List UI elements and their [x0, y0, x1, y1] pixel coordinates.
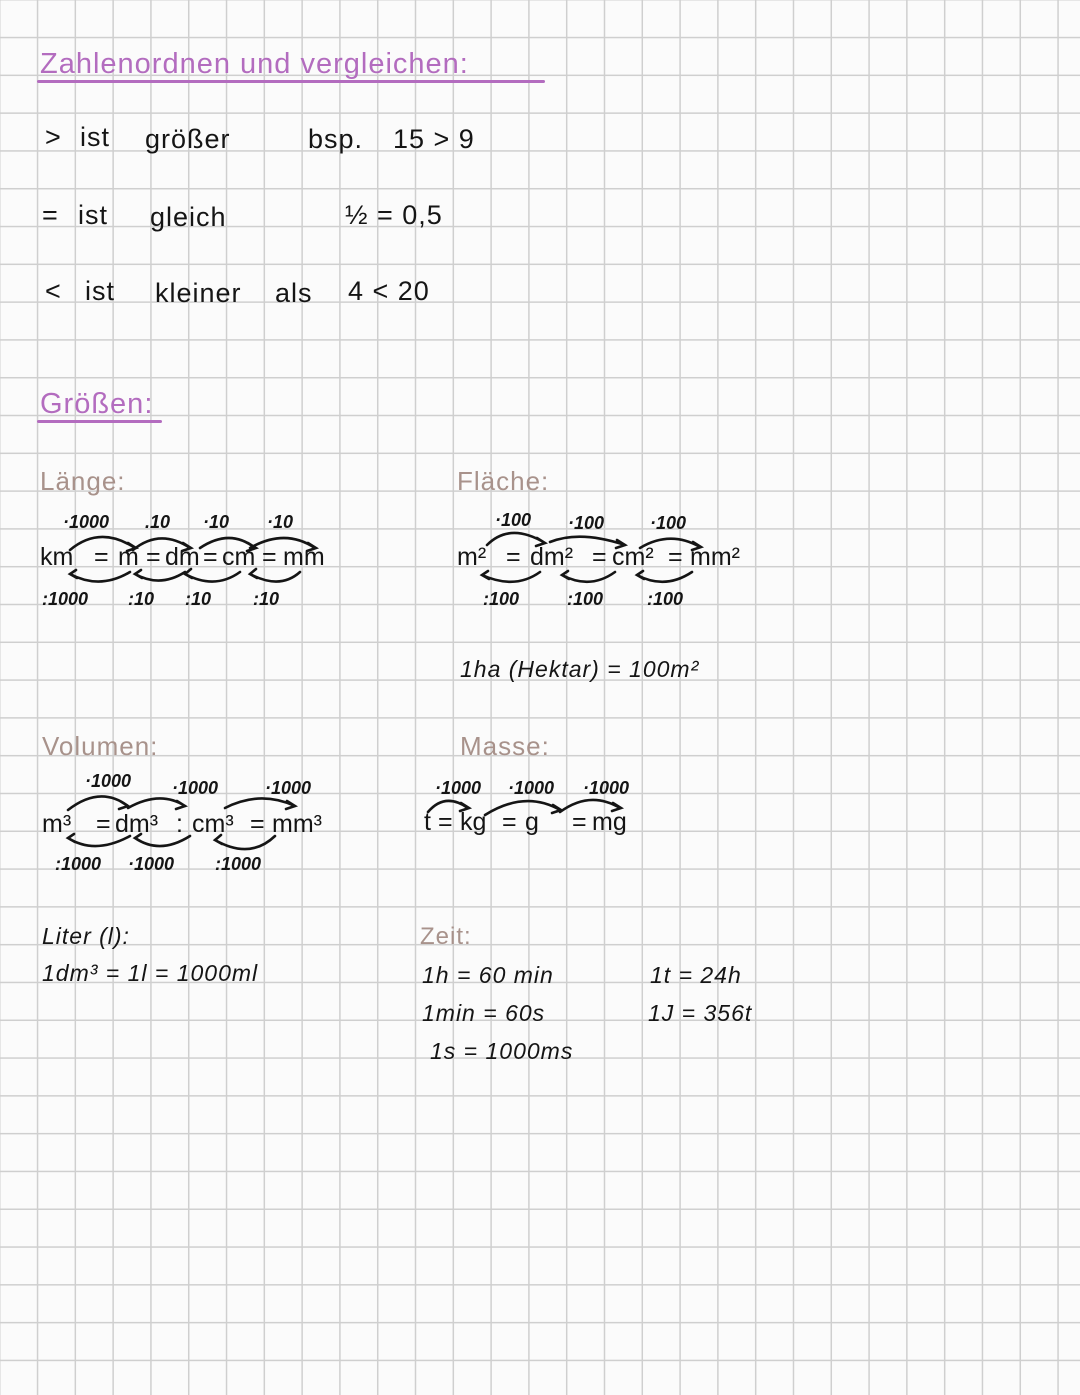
- equals: =: [94, 543, 109, 571]
- ist-label: ist: [80, 122, 110, 152]
- div-label: :10: [128, 589, 155, 609]
- zeit-heading: Zeit:: [420, 923, 472, 950]
- unit: m³: [42, 810, 72, 838]
- zeit-equation: 1min = 60s: [422, 1000, 546, 1026]
- unit: dm²: [530, 543, 574, 571]
- example-equal: ½ = 0,5: [345, 200, 443, 230]
- equals: =: [438, 808, 453, 836]
- unit: m²: [457, 543, 487, 571]
- section-heading-groessen: Größen:: [40, 388, 154, 420]
- mult-label: ·100: [650, 513, 687, 533]
- unit: mm: [283, 543, 325, 571]
- mult-label: ·10: [267, 512, 294, 532]
- unit: dm³: [115, 810, 159, 838]
- mult-label: ·1000: [85, 771, 132, 791]
- div-label: :10: [185, 589, 212, 609]
- mult-label: ·1000: [63, 512, 110, 532]
- equals: =: [250, 810, 265, 838]
- mult-label: ·1000: [508, 778, 555, 798]
- unit: cm³: [192, 810, 234, 838]
- greater-text: größer: [145, 124, 231, 154]
- masse-heading: Masse:: [460, 731, 550, 761]
- unit: cm: [222, 543, 256, 571]
- mult-label: ·1000: [583, 778, 630, 798]
- unit: kg: [460, 808, 487, 836]
- equals: =: [96, 810, 111, 838]
- less-text: kleiner: [155, 278, 242, 308]
- equals: =: [203, 543, 218, 571]
- example-label: bsp.: [308, 124, 364, 154]
- mult-label: ·1000: [265, 778, 312, 798]
- symbol-greater: >: [45, 122, 62, 152]
- unit: km: [40, 543, 74, 571]
- symbol-less: <: [45, 276, 62, 306]
- div-label: :1000: [42, 589, 89, 609]
- unit: mg: [592, 808, 627, 836]
- hektar-equation: 1ha (Hektar) = 100m²: [460, 656, 700, 682]
- page-title: Zahlenordnen und vergleichen:: [40, 48, 469, 80]
- zeit-equation: 1s = 1000ms: [430, 1038, 574, 1064]
- equals: =: [572, 808, 587, 836]
- div-label: :1000: [55, 854, 102, 874]
- unit: mm³: [272, 810, 322, 838]
- equals: =: [146, 543, 161, 571]
- liter-equation: 1dm³ = 1l = 1000ml: [42, 960, 259, 986]
- unit: t: [424, 808, 431, 836]
- unit: dm: [165, 543, 200, 571]
- mult-label: ·1000: [172, 778, 219, 798]
- als-label: als: [275, 278, 313, 308]
- ist-label: ist: [85, 276, 115, 306]
- unit: mm²: [690, 543, 740, 571]
- mult-label: ·100: [568, 513, 605, 533]
- zeit-equation: 1t = 24h: [650, 962, 742, 988]
- mult-label: ·100: [495, 510, 532, 530]
- equals: =: [668, 543, 683, 571]
- zeit-equation: 1h = 60 min: [422, 962, 554, 988]
- equals: =: [262, 543, 277, 571]
- zeit-equation: 1J = 356t: [648, 1000, 753, 1026]
- div-label: :100: [483, 589, 520, 609]
- equals: :: [176, 810, 183, 838]
- div-label: :10: [253, 589, 280, 609]
- equals: =: [592, 543, 607, 571]
- unit: cm²: [612, 543, 654, 571]
- example-less: 4 < 20: [348, 276, 430, 306]
- example-greater: 15 > 9: [393, 124, 475, 154]
- div-label: ·1000: [128, 854, 175, 874]
- laenge-heading: Länge:: [40, 466, 126, 496]
- div-label: :100: [647, 589, 684, 609]
- unit: g: [525, 808, 539, 836]
- volumen-heading: Volumen:: [42, 731, 159, 761]
- div-label: :100: [567, 589, 604, 609]
- equal-text: gleich: [150, 202, 227, 232]
- mult-label: ·1000: [435, 778, 482, 798]
- div-label: :1000: [215, 854, 262, 874]
- flaeche-heading: Fläche:: [457, 466, 550, 496]
- equals: =: [502, 808, 517, 836]
- unit: m: [118, 543, 139, 571]
- ist-label: ist: [78, 200, 108, 230]
- symbol-equal: =: [42, 200, 59, 230]
- mult-label: ·10: [203, 512, 230, 532]
- equals: =: [506, 543, 521, 571]
- mult-label: .10: [145, 512, 171, 532]
- liter-heading: Liter (l):: [42, 923, 130, 949]
